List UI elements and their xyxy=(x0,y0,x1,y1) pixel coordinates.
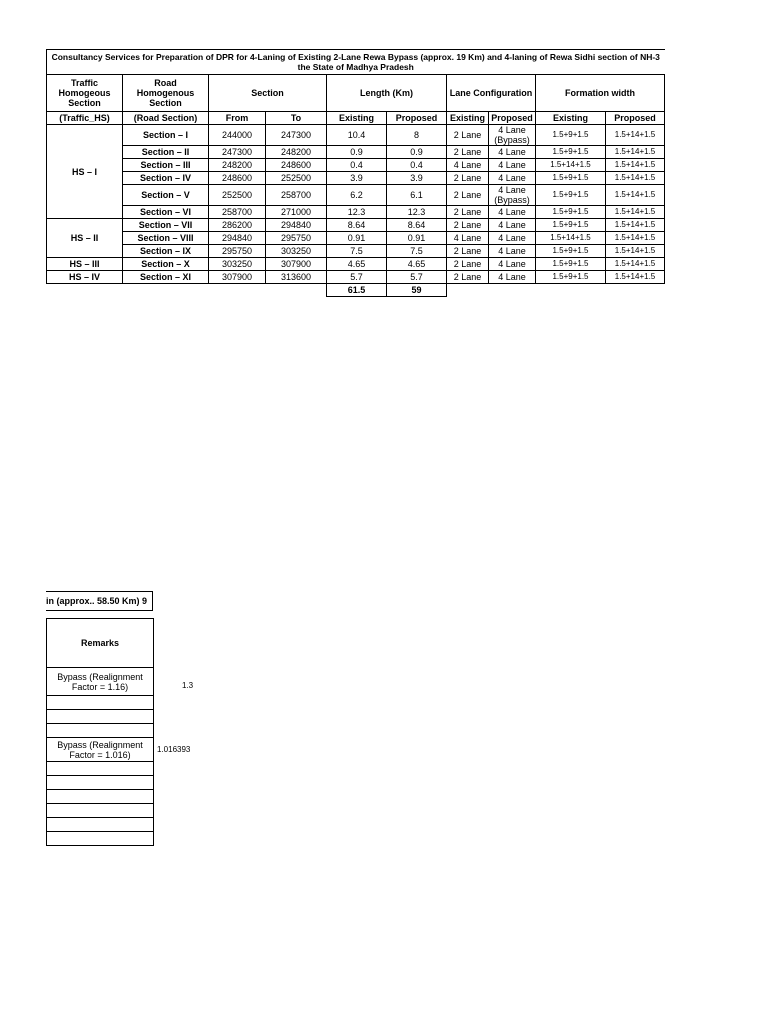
hs-group-cell: HS – IV xyxy=(47,271,123,284)
to-cell: 271000 xyxy=(266,206,327,219)
len-proposed-cell: 0.9 xyxy=(387,146,447,159)
header-lane-config: Lane Configuration xyxy=(447,75,536,112)
hs-group-cell: HS – III xyxy=(47,258,123,271)
section-cell: Section – X xyxy=(123,258,209,271)
section-cell: Section – VII xyxy=(123,219,209,232)
hs-group-cell: HS – II xyxy=(47,219,123,258)
remarks-cell xyxy=(47,724,154,738)
lane-proposed-cell: 4 Lane xyxy=(489,146,536,159)
lane-proposed-cell: 4 Lane xyxy=(489,271,536,284)
to-cell: 307900 xyxy=(266,258,327,271)
lane-proposed-cell: 4 Lane xyxy=(489,245,536,258)
table-row xyxy=(47,146,665,159)
to-cell: 248600 xyxy=(266,159,327,172)
fw-existing-cell: 1.5+9+1.5 xyxy=(536,206,606,219)
fw-proposed-cell: 1.5+14+1.5 xyxy=(606,206,665,219)
title-line-2: the State of Madhya Pradesh xyxy=(297,62,414,72)
len-existing-cell: 12.3 xyxy=(327,206,387,219)
section-cell: Section – IX xyxy=(123,245,209,258)
from-cell: 248600 xyxy=(209,172,266,185)
table-row xyxy=(47,159,665,172)
len-proposed-cell: 8 xyxy=(387,125,447,146)
section-cell: Section – VIII xyxy=(123,232,209,245)
len-proposed-cell: 5.7 xyxy=(387,271,447,284)
len-existing-cell: 0.91 xyxy=(327,232,387,245)
header-section: Section xyxy=(209,75,327,112)
len-proposed-cell: 4.65 xyxy=(387,258,447,271)
subheader-lane-proposed: Proposed xyxy=(489,112,536,125)
lane-existing-cell: 2 Lane xyxy=(447,245,489,258)
lane-existing-cell: 4 Lane xyxy=(447,232,489,245)
from-cell: 295750 xyxy=(209,245,266,258)
section-cell: Section – VI xyxy=(123,206,209,219)
table-row xyxy=(47,219,665,232)
fw-existing-cell: 1.5+14+1.5 xyxy=(536,159,606,172)
title-continuation: 9 (approx.. 58.50 Km) in xyxy=(46,591,153,611)
lane-existing-cell: 2 Lane xyxy=(447,219,489,232)
section-cell: Section – IV xyxy=(123,172,209,185)
len-proposed-cell: 3.9 xyxy=(387,172,447,185)
len-proposed-cell: 12.3 xyxy=(387,206,447,219)
fw-existing-cell: 1.5+9+1.5 xyxy=(536,271,606,284)
to-cell: 248200 xyxy=(266,146,327,159)
remarks-continuation-title xyxy=(46,591,153,611)
lane-proposed-cell: 4 Lane xyxy=(489,159,536,172)
remarks-cell xyxy=(47,762,154,776)
fw-proposed-cell: 1.5+14+1.5 xyxy=(606,159,665,172)
lane-proposed-cell: 4 Lane (Bypass) xyxy=(489,125,536,146)
subheader-lane-existing: Existing xyxy=(447,112,489,125)
remarks-cell xyxy=(47,818,154,832)
from-cell: 294840 xyxy=(209,232,266,245)
table-row xyxy=(47,232,665,245)
fw-existing-cell: 1.5+14+1.5 xyxy=(536,232,606,245)
header-formation-width: Formation width xyxy=(536,75,665,112)
len-existing-cell: 3.9 xyxy=(327,172,387,185)
remarks-cell: Bypass (Realignment Factor = 1.016) xyxy=(47,738,154,762)
hs-group-cell: HS – I xyxy=(47,125,123,219)
document-title xyxy=(47,50,665,75)
remarks-cell xyxy=(47,776,154,790)
lane-existing-cell: 2 Lane xyxy=(447,146,489,159)
fw-proposed-cell: 1.5+14+1.5 xyxy=(606,185,665,206)
fw-proposed-cell: 1.5+14+1.5 xyxy=(606,146,665,159)
from-cell: 303250 xyxy=(209,258,266,271)
remarks-cell xyxy=(47,804,154,818)
from-cell: 286200 xyxy=(209,219,266,232)
len-existing-cell: 6.2 xyxy=(327,185,387,206)
from-cell: 307900 xyxy=(209,271,266,284)
fw-proposed-cell: 1.5+14+1.5 xyxy=(606,271,665,284)
len-proposed-cell: 8.64 xyxy=(387,219,447,232)
header-road-hs: Road Homogenous Section xyxy=(123,75,209,112)
subheader-length-existing: Existing xyxy=(327,112,387,125)
fw-proposed-cell: 1.5+14+1.5 xyxy=(606,245,665,258)
header-length: Length (Km) xyxy=(327,75,447,112)
remarks-cell: Bypass (Realignment Factor = 1.16) xyxy=(47,668,154,696)
header-traffic-hs: Traffic Homogeous Section xyxy=(47,75,123,112)
table-row xyxy=(47,185,665,206)
table-row xyxy=(47,206,665,219)
section-cell: Section – V xyxy=(123,185,209,206)
lane-existing-cell: 2 Lane xyxy=(447,185,489,206)
from-cell: 247300 xyxy=(209,146,266,159)
len-existing-cell: 5.7 xyxy=(327,271,387,284)
table-row xyxy=(47,271,665,284)
lane-proposed-cell: 4 Lane xyxy=(489,206,536,219)
fw-proposed-cell: 1.5+14+1.5 xyxy=(606,125,665,146)
fw-existing-cell: 1.5+9+1.5 xyxy=(536,258,606,271)
section-cell: Section – I xyxy=(123,125,209,146)
from-cell: 244000 xyxy=(209,125,266,146)
fw-proposed-cell: 1.5+14+1.5 xyxy=(606,232,665,245)
subheader-road-section: (Road Section) xyxy=(123,112,209,125)
table-row xyxy=(47,125,665,146)
road-section-table xyxy=(46,49,665,297)
len-existing-cell: 0.4 xyxy=(327,159,387,172)
lane-proposed-cell: 4 Lane (Bypass) xyxy=(489,185,536,206)
to-cell: 252500 xyxy=(266,172,327,185)
fw-proposed-cell: 1.5+14+1.5 xyxy=(606,219,665,232)
remarks-cell xyxy=(47,710,154,724)
remarks-cell xyxy=(47,696,154,710)
len-proposed-cell: 7.5 xyxy=(387,245,447,258)
fw-existing-cell: 1.5+9+1.5 xyxy=(536,219,606,232)
total-proposed-cell: 59 xyxy=(387,284,447,297)
remarks-table xyxy=(46,618,154,846)
lane-existing-cell: 2 Lane xyxy=(447,172,489,185)
lane-existing-cell: 2 Lane xyxy=(447,258,489,271)
realignment-factor-note-1: 1.3 xyxy=(182,681,194,690)
len-existing-cell: 8.64 xyxy=(327,219,387,232)
fw-existing-cell: 1.5+9+1.5 xyxy=(536,245,606,258)
to-cell: 258700 xyxy=(266,185,327,206)
len-existing-cell: 0.9 xyxy=(327,146,387,159)
title-line-1: Consultancy Services for Preparation of DPR for 4-Laning of Existing 2-Lane Rewa Bypass (approx. 19 Km) and 4-laning of Rewa Sidhi section of NH-3 xyxy=(51,52,660,62)
lane-proposed-cell: 4 Lane xyxy=(489,258,536,271)
to-cell: 247300 xyxy=(266,125,327,146)
remarks-cell xyxy=(47,832,154,846)
to-cell: 295750 xyxy=(266,232,327,245)
lane-proposed-cell: 4 Lane xyxy=(489,172,536,185)
fw-existing-cell: 1.5+9+1.5 xyxy=(536,172,606,185)
realignment-factor-note-2: 1.016393 xyxy=(157,745,191,754)
lane-existing-cell: 2 Lane xyxy=(447,206,489,219)
section-cell: Section – XI xyxy=(123,271,209,284)
to-cell: 303250 xyxy=(266,245,327,258)
section-cell: Section – II xyxy=(123,146,209,159)
subheader-fw-proposed: Proposed xyxy=(606,112,665,125)
total-existing-cell: 61.5 xyxy=(327,284,387,297)
fw-proposed-cell: 1.5+14+1.5 xyxy=(606,258,665,271)
table-row xyxy=(47,172,665,185)
section-cell: Section – III xyxy=(123,159,209,172)
len-existing-cell: 7.5 xyxy=(327,245,387,258)
subheader-to: To xyxy=(266,112,327,125)
from-cell: 252500 xyxy=(209,185,266,206)
subheader-fw-existing: Existing xyxy=(536,112,606,125)
to-cell: 294840 xyxy=(266,219,327,232)
subheader-from: From xyxy=(209,112,266,125)
len-proposed-cell: 0.91 xyxy=(387,232,447,245)
fw-existing-cell: 1.5+9+1.5 xyxy=(536,125,606,146)
subheader-traffic-hs: (Traffic_HS) xyxy=(47,112,123,125)
table-row xyxy=(47,245,665,258)
subheader-length-proposed: Proposed xyxy=(387,112,447,125)
fw-existing-cell: 1.5+9+1.5 xyxy=(536,185,606,206)
lane-existing-cell: 4 Lane xyxy=(447,159,489,172)
lane-proposed-cell: 4 Lane xyxy=(489,219,536,232)
table-row xyxy=(47,258,665,271)
fw-proposed-cell: 1.5+14+1.5 xyxy=(606,172,665,185)
from-cell: 258700 xyxy=(209,206,266,219)
lane-existing-cell: 2 Lane xyxy=(447,125,489,146)
to-cell: 313600 xyxy=(266,271,327,284)
remarks-cell xyxy=(47,790,154,804)
totals-row xyxy=(47,284,665,297)
len-proposed-cell: 0.4 xyxy=(387,159,447,172)
len-existing-cell: 10.4 xyxy=(327,125,387,146)
lane-proposed-cell: 4 Lane xyxy=(489,232,536,245)
from-cell: 248200 xyxy=(209,159,266,172)
lane-existing-cell: 2 Lane xyxy=(447,271,489,284)
header-remarks: Remarks xyxy=(47,619,154,668)
len-existing-cell: 4.65 xyxy=(327,258,387,271)
len-proposed-cell: 6.1 xyxy=(387,185,447,206)
fw-existing-cell: 1.5+9+1.5 xyxy=(536,146,606,159)
